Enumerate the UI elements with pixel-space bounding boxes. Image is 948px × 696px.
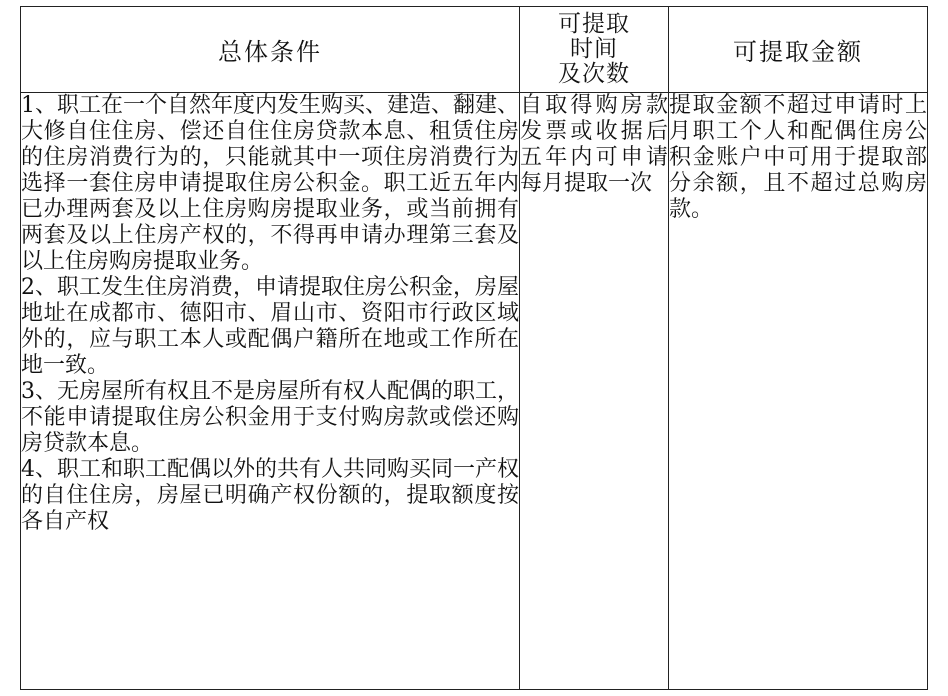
header-withdrawal-time-count: [520, 7, 669, 93]
condition-paragraph-3: 3、无房屋所有权且不是房屋所有权人配偶的职工，不能申请提取住房公积金用于支付购房款或偿还购房贷款本息。: [21, 379, 519, 456]
cell-withdrawal-amount: 提取金额不超过申请时上月职工个人和配偶住房公积金账户中可用于提取部分余额，且不超过总购房款。: [669, 93, 928, 690]
condition-paragraph-4: 4、职工和职工配偶以外的共有人共同购买同一产权的自住住房，房屋已明确产权份额的，提取额度按各自产权: [21, 457, 519, 534]
header-withdrawal-amount: 可提取金额: [669, 7, 928, 93]
table-row: [21, 93, 928, 690]
condition-paragraph-2: 2、职工发生住房消费，申请提取住房公积金，房屋地址在成都市、德阳市、眉山市、资阳市行政区域外的，应与职工本人或配偶户籍所在地或工作所在地一致。: [21, 275, 519, 378]
cell-general-conditions: [21, 93, 520, 690]
condition-paragraph-1: 1、职工在一个自然年度内发生购买、建造、翻建、大修自住住房、偿还自住住房贷款本息、租赁住房的住房消费行为的，只能就其中一项住房消费行为选择一套住房申请提取住房公积金。职工近五年内已办理两套及以上住房购房提取业务，或当前拥有两套及以上住房产权的，不得再申请办理第三套及以上住房购房提取业务。: [21, 93, 519, 274]
table-header-row: [21, 7, 928, 93]
header-general-conditions: 总体条件: [21, 7, 520, 93]
header-mid-line-2: 时间: [570, 36, 618, 62]
header-mid-line-3: 及次数: [558, 61, 630, 87]
header-mid-line-1: 可提取: [558, 11, 630, 37]
policy-table: [20, 6, 928, 690]
cell-withdrawal-time-count: 自取得购房款发票或收据后五年内可申请每月提取一次: [520, 93, 669, 690]
